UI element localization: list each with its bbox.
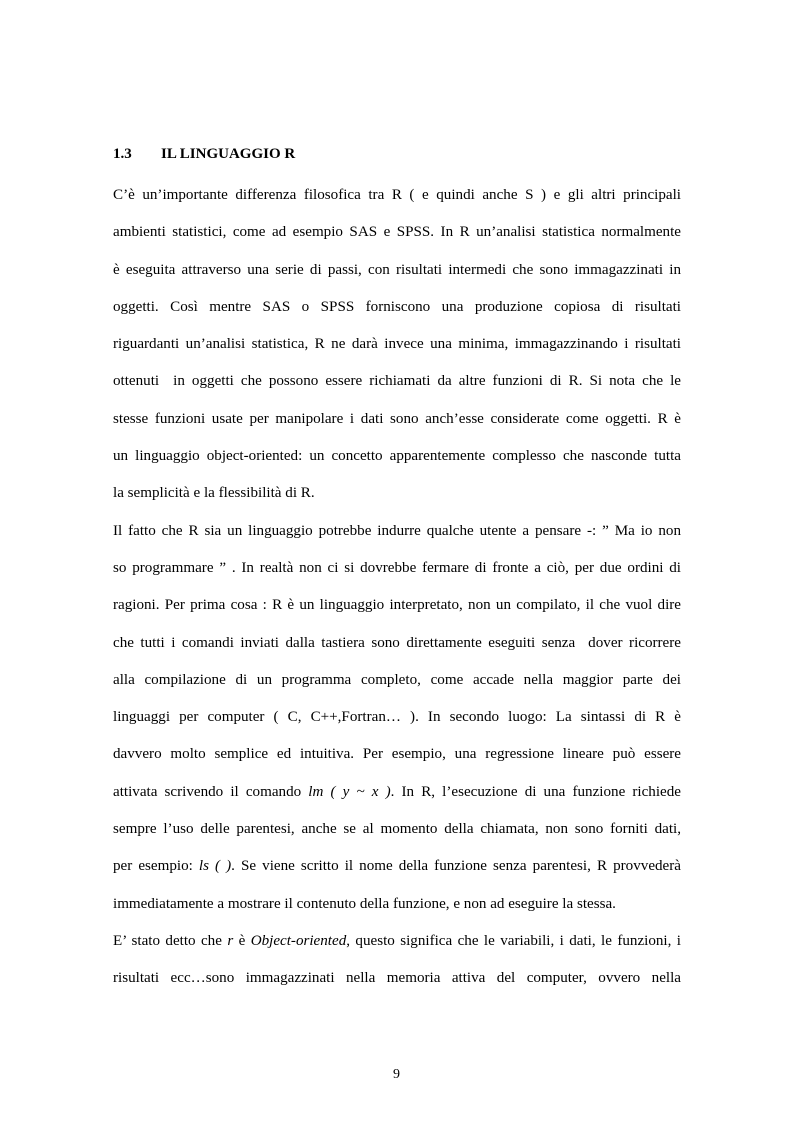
text-line bbox=[113, 326, 681, 363]
text-line bbox=[113, 662, 681, 699]
text-segment: linguaggi per computer ( C, C++,Fortran… ). In secondo luogo: La sintassi di R è bbox=[113, 709, 681, 726]
text-segment: Il fatto che R sia un linguaggio potrebbe indurre qualche utente a pensare -: ” Ma io non bbox=[113, 522, 681, 539]
text-segment: ottenuti in oggetti che possono essere richiamati da altre funzioni di R. Si nota che le bbox=[113, 373, 681, 390]
text-segment: immediatamente a mostrare il contenuto della funzione, e non ad eseguire la stessa. bbox=[113, 895, 616, 912]
text-segment: E’ stato detto che bbox=[113, 932, 228, 949]
body-text bbox=[113, 177, 681, 998]
text-segment: è bbox=[233, 932, 251, 949]
text-segment: per esempio: bbox=[113, 858, 199, 875]
text-line bbox=[113, 811, 681, 848]
italic-text: Object-oriented bbox=[250, 932, 347, 949]
text-line bbox=[113, 587, 681, 624]
text-line bbox=[113, 177, 681, 214]
section-number: 1.3 bbox=[113, 146, 132, 162]
text-segment: ragioni. Per prima cosa : R è un linguaggio interpretato, non un compilato, il che vuol dire bbox=[113, 597, 681, 614]
text-line bbox=[113, 923, 681, 960]
text-segment: davvero molto semplice ed intuitiva. Per esempio, una regressione lineare può essere bbox=[113, 746, 681, 763]
text-segment: so programmare ” . In realtà non ci si dovrebbe fermare di fronte a ciò, per due ordini di bbox=[113, 559, 681, 576]
text-line bbox=[113, 625, 681, 662]
text-segment: stesse funzioni usate per manipolare i dati sono anch’esse considerate come oggetti. R è bbox=[113, 410, 681, 427]
text-segment: un linguaggio object-oriented: un concetto apparentemente complesso che nasconde tutta bbox=[113, 448, 681, 465]
text-line bbox=[113, 550, 681, 587]
text-line bbox=[113, 774, 681, 811]
text-segment: risultati ecc…sono immagazzinati nella memoria attiva del computer, ovvero nella bbox=[113, 970, 681, 987]
italic-text: lm ( y ~ x ) bbox=[308, 783, 391, 800]
text-segment: alla compilazione di un programma completo, come accade nella maggior parte dei bbox=[113, 671, 681, 688]
text-segment: ambienti statistici, come ad esempio SAS e SPSS. In R un’analisi statistica normalmente bbox=[113, 224, 681, 241]
text-segment: C’è un’importante differenza filosofica tra R ( e quindi anche S ) e gli altri principali bbox=[113, 187, 681, 203]
page-number: 9 bbox=[393, 1067, 400, 1082]
text-segment: che tutti i comandi inviati dalla tastiera sono direttamente eseguiti senza dover ricorrere bbox=[113, 634, 681, 651]
text-line bbox=[113, 475, 681, 512]
text-line bbox=[113, 699, 681, 736]
text-line bbox=[113, 438, 681, 475]
text-line bbox=[113, 848, 681, 885]
text-segment: . Se viene scritto il nome della funzione senza parentesi, R provvederà bbox=[231, 858, 681, 875]
paragraph bbox=[113, 513, 681, 923]
text-line bbox=[113, 401, 681, 438]
text-segment: attivata scrivendo il comando bbox=[113, 783, 309, 800]
text-segment: la semplicità e la flessibilità di R. bbox=[113, 485, 315, 502]
text-line bbox=[113, 214, 681, 251]
text-line bbox=[113, 886, 681, 923]
paragraph bbox=[113, 177, 681, 513]
text-line bbox=[113, 960, 681, 997]
text-line bbox=[113, 252, 681, 289]
text-segment: sempre l’uso delle parentesi, anche se al momento della chiamata, non sono forniti dati, bbox=[113, 821, 681, 838]
section-title: IL LINGUAGGIO R bbox=[161, 146, 296, 162]
text-line bbox=[113, 289, 681, 326]
paragraph bbox=[113, 923, 681, 998]
text-segment: , questo significa che le variabili, i dati, le funzioni, i bbox=[346, 932, 681, 949]
text-line bbox=[113, 363, 681, 400]
italic-text: ls ( ) bbox=[198, 858, 232, 875]
text-segment: riguardanti un’analisi statistica, R ne darà invece una minima, immagazzinando i risultati bbox=[113, 336, 681, 353]
text-line bbox=[113, 736, 681, 773]
text-segment: . In R, l’esecuzione di una funzione richiede bbox=[390, 783, 681, 800]
text-segment: è eseguita attraverso una serie di passi, con risultati intermedi che sono immagazzinati in bbox=[113, 261, 681, 278]
section-heading bbox=[113, 144, 295, 164]
text-line bbox=[113, 513, 681, 550]
italic-text: r bbox=[227, 932, 234, 949]
text-segment: oggetti. Così mentre SAS o SPSS forniscono una produzione copiosa di risultati bbox=[113, 298, 681, 315]
